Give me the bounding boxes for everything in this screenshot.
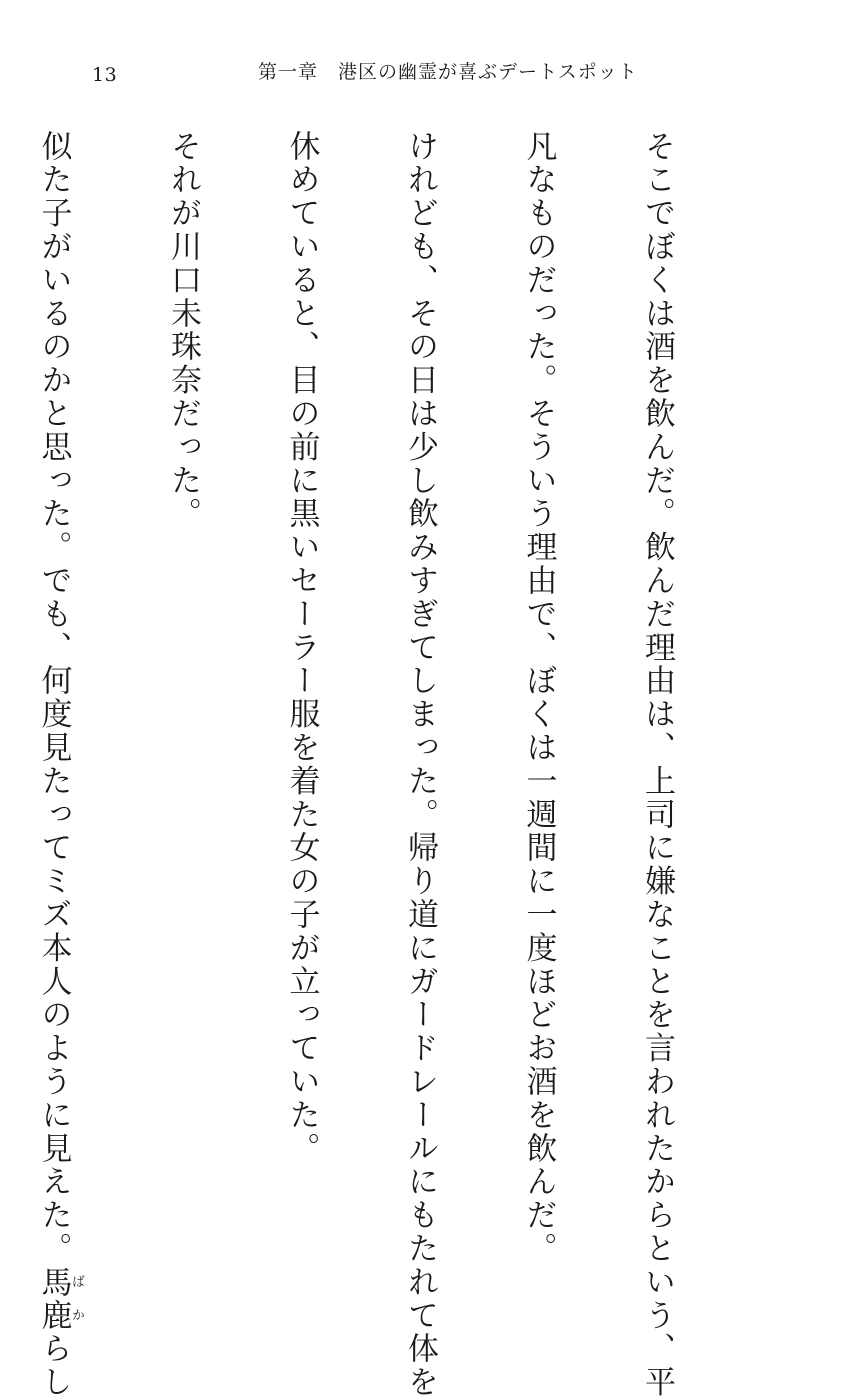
text-line: けれども、その日は少し飲みすぎてしまった。帰り道にガードレールにもたれて体を (402, 130, 438, 1399)
text-line: 休めていると、目の前に黒いセーラー服を着た女の子が立っていた。 (283, 130, 320, 1166)
text-line: そこでぼくは酒を飲んだ。飲んだ理由は、上司に嫌なことを言われたからという、平 (639, 130, 675, 1399)
ruby-annotation: 馬鹿ばか (35, 1265, 84, 1333)
running-head: 第一章 港区の幽霊が喜ぶデートスポット (258, 61, 638, 83)
page-number: 13 (92, 64, 118, 86)
ruby-reading: ばか (69, 1265, 84, 1333)
text-line: それが川口未珠奈だった。 (165, 130, 201, 531)
text-line: 凡なものだった。そういう理由で、ぼくは一週間に一度ほどお酒を飲んだ。 (520, 130, 557, 1266)
text-line: 似た子がいるのかと思った。でも、何度見たってミズ本人のように見えた。馬鹿ばからし (35, 130, 84, 1399)
vertical-body-text (0, 130, 755, 1399)
